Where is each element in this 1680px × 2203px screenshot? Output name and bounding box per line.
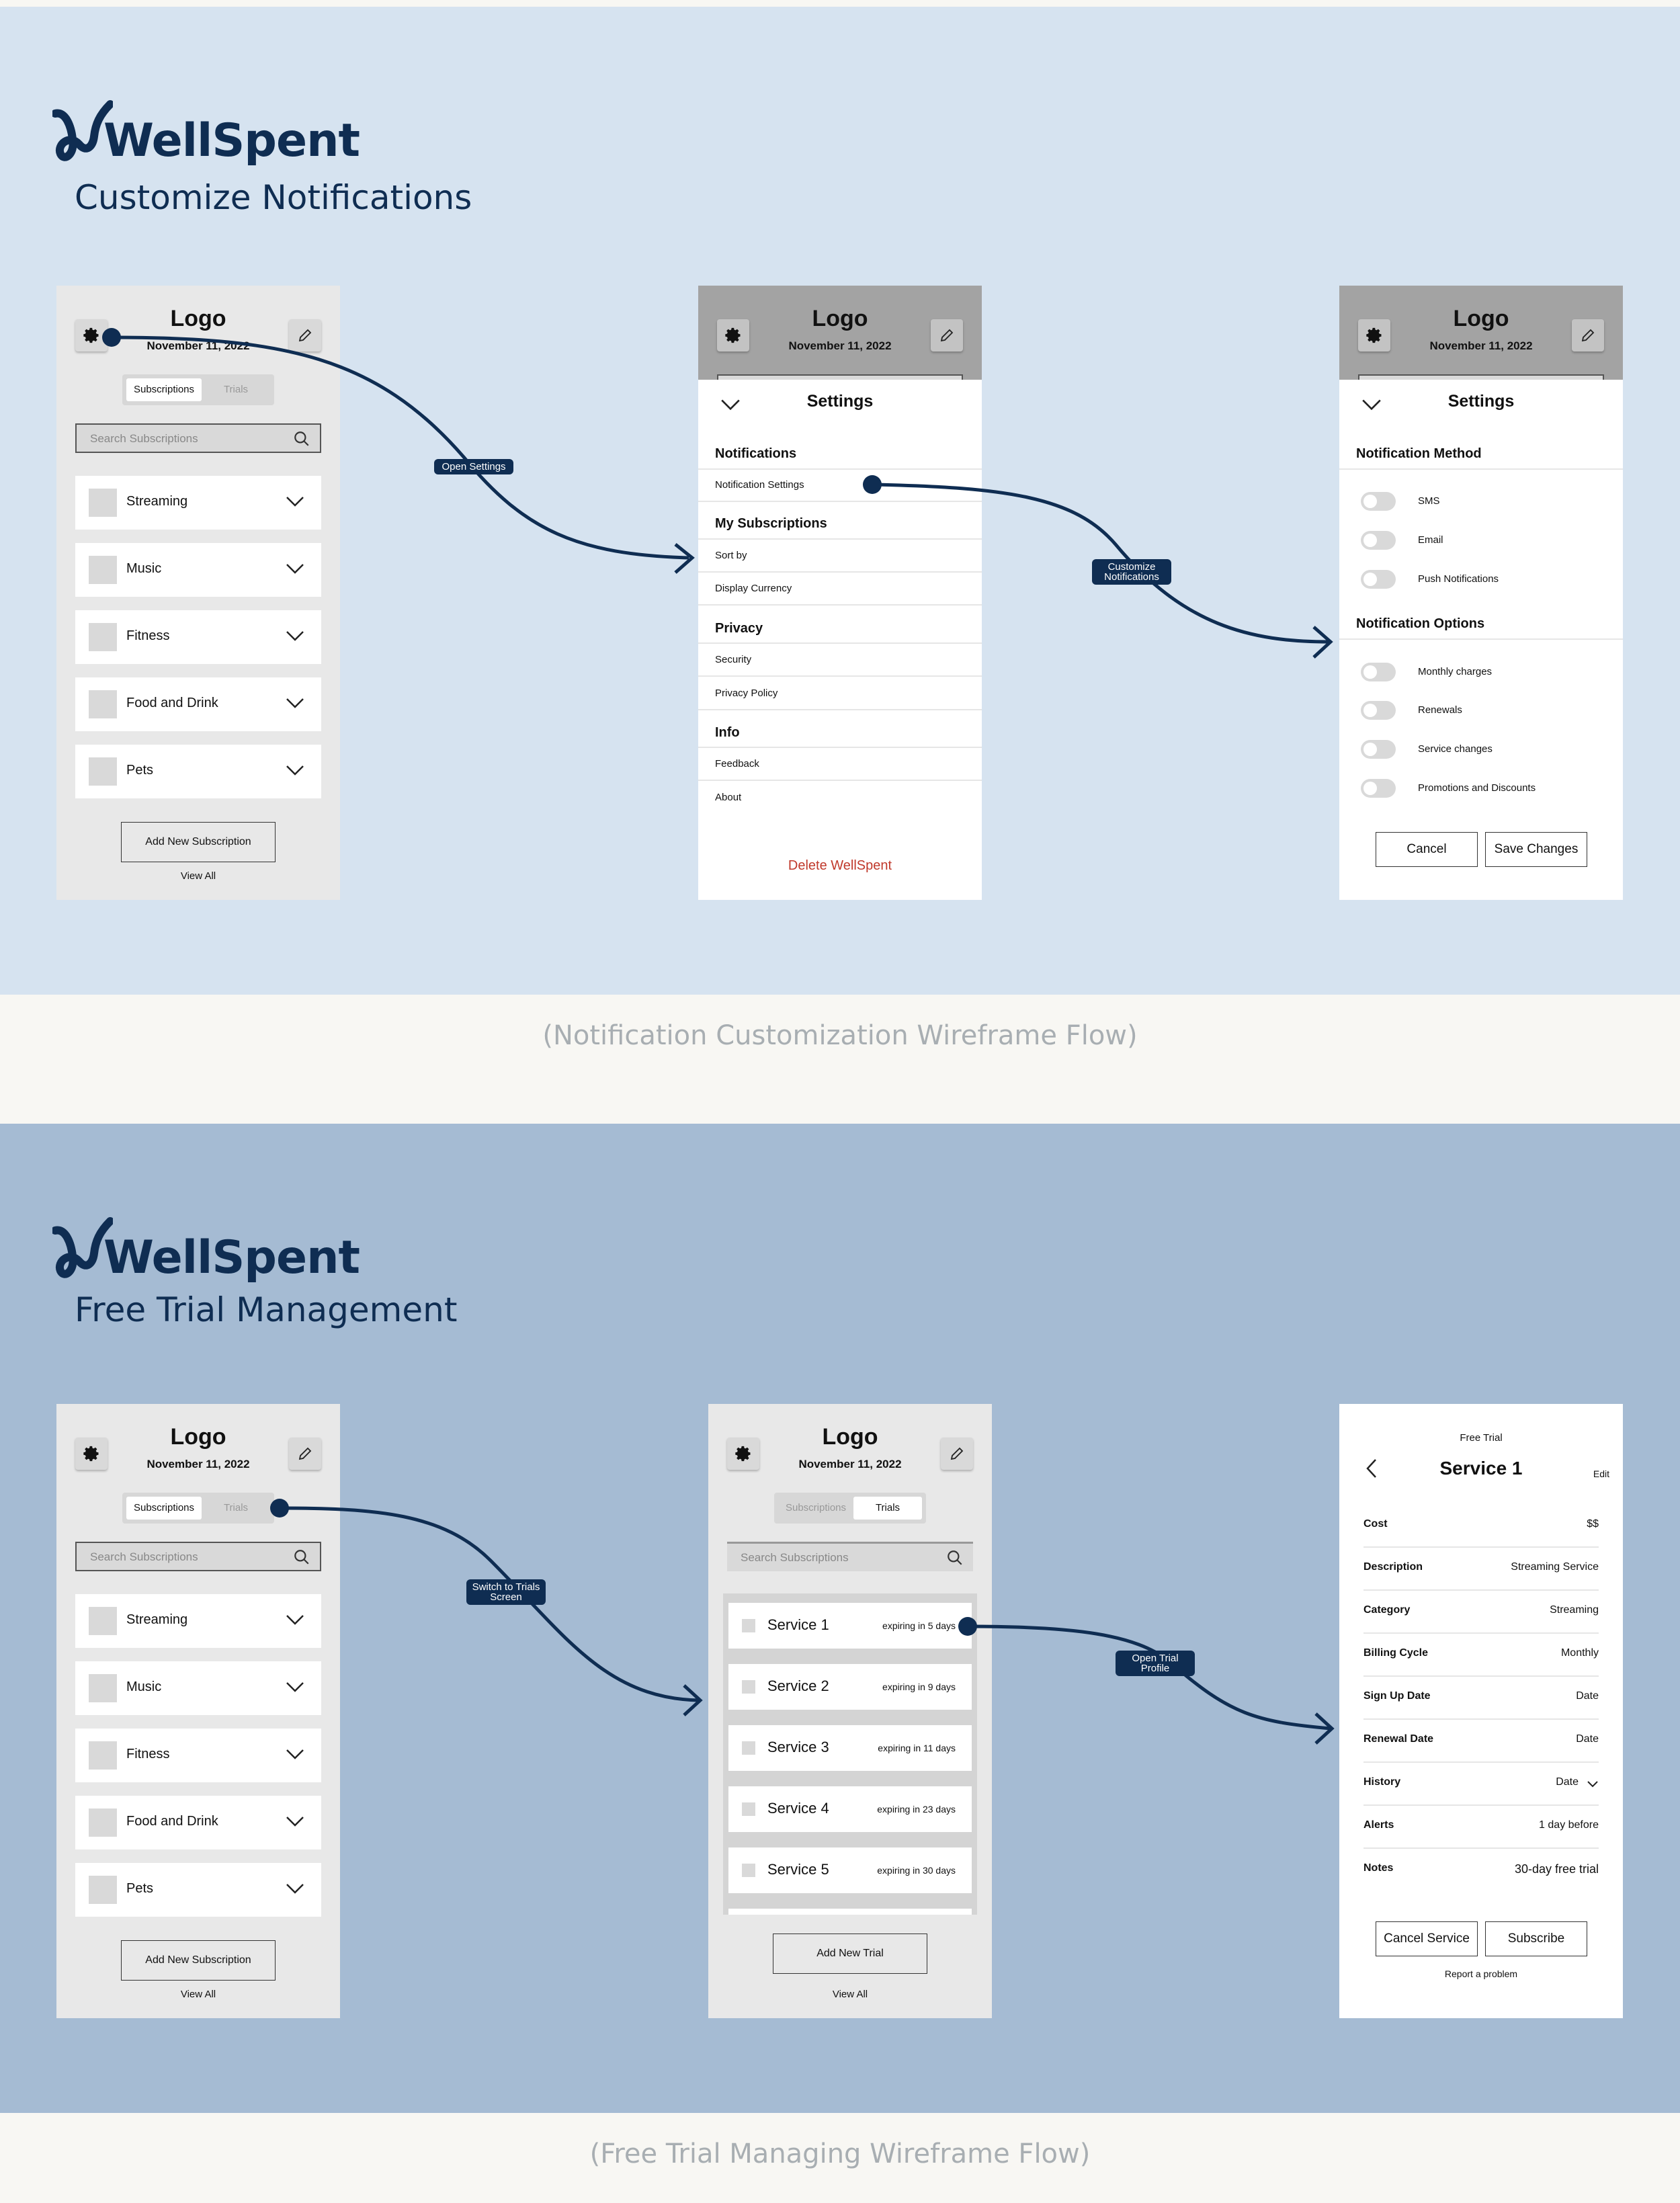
settings-item-display-currency[interactable]: Display Currency <box>715 583 792 594</box>
add-subscription-button[interactable]: Add New Subscription <box>121 822 276 862</box>
view-all-link[interactable]: View All <box>180 1989 216 2000</box>
search-placeholder: Search Subscriptions <box>90 432 198 445</box>
delete-account-button[interactable]: Delete WellSpent <box>788 858 892 873</box>
detail-row <box>1363 1634 1599 1677</box>
add-trial-button[interactable]: Add New Trial <box>773 1934 927 1974</box>
detail-key: Sign Up Date <box>1363 1690 1431 1702</box>
chevron-down-icon <box>285 1882 305 1895</box>
category-row[interactable] <box>75 1796 321 1849</box>
subscribe-button[interactable]: Subscribe <box>1485 1921 1587 1956</box>
trial-expiry: expiring in 9 days <box>882 1681 956 1692</box>
save-changes-button[interactable]: Save Changes <box>1485 832 1587 867</box>
search-icon <box>293 430 310 448</box>
category-thumbnail <box>89 556 117 584</box>
trial-item[interactable] <box>728 1664 972 1710</box>
trial-expiry: expiring in 11 days <box>878 1743 956 1753</box>
divider <box>698 675 982 677</box>
divider <box>698 780 982 781</box>
search-icon <box>293 1548 310 1566</box>
category-row[interactable] <box>75 1594 321 1648</box>
home-screen <box>56 1404 340 2018</box>
detail-value: Monthly <box>1560 1647 1599 1659</box>
app-logo-text: Logo <box>170 1424 226 1450</box>
current-date: November 11, 2022 <box>788 339 892 352</box>
detail-row <box>1363 1849 1599 1890</box>
section1-caption: (Notification Customization Wireframe Flow) <box>542 1020 1138 1051</box>
detail-row <box>1363 1806 1599 1849</box>
tab-subscriptions[interactable]: Subscriptions <box>785 1502 847 1513</box>
detail-key: Alerts <box>1363 1819 1394 1831</box>
detail-value: $$ <box>1587 1518 1599 1530</box>
toggle-label: Service changes <box>1418 743 1493 755</box>
toggle-label: Renewals <box>1418 704 1462 716</box>
chevron-down-icon <box>285 495 305 508</box>
flow-label-open-trial-profile: Open Trial Profile <box>1116 1651 1195 1676</box>
toggle-label: Monthly charges <box>1418 666 1493 677</box>
category-label: Pets <box>126 1881 154 1896</box>
detail-key: Cost <box>1363 1518 1388 1530</box>
section2-caption: (Free Trial Managing Wireframe Flow) <box>589 2138 1091 2169</box>
category-thumbnail <box>89 1876 117 1904</box>
trial-item[interactable] <box>728 1847 972 1893</box>
trial-checkbox[interactable] <box>742 1802 755 1816</box>
detail-key: Category <box>1363 1604 1411 1616</box>
section-header: Info <box>715 725 740 740</box>
notification-settings-sheet <box>1339 380 1623 900</box>
flow-label-customize-notifications: Customize Notifications <box>1092 559 1171 585</box>
detail-row <box>1363 1720 1599 1763</box>
trial-expiry: expiring in 23 days <box>877 1804 956 1815</box>
category-row[interactable] <box>75 677 321 731</box>
detail-row <box>1363 1505 1599 1548</box>
section-free-trial-management <box>0 1124 1680 2113</box>
subscriptions-trials-toggle <box>774 1493 926 1524</box>
trial-list <box>723 1593 977 1915</box>
trial-name: Service 1 <box>767 1616 829 1633</box>
divider <box>698 747 982 748</box>
partial-search-bar <box>1358 374 1604 380</box>
category-label: Pets <box>126 763 154 778</box>
settings-item-about[interactable]: About <box>715 792 742 803</box>
detail-value: Date <box>1576 1733 1599 1745</box>
detail-value: Streaming <box>1550 1604 1599 1616</box>
search-icon <box>946 1549 964 1567</box>
toggle-label: Push Notifications <box>1418 573 1499 585</box>
detail-key: Description <box>1363 1561 1423 1573</box>
category-label: Fitness <box>126 1747 170 1761</box>
divider <box>1339 638 1623 640</box>
brand-logo <box>52 1211 360 1284</box>
tab-trials[interactable]: Trials <box>223 384 249 395</box>
category-thumbnail <box>89 1607 117 1635</box>
partial-search-bar <box>717 374 963 380</box>
category-label: Streaming <box>126 1612 188 1627</box>
subscriptions-trials-toggle <box>122 374 274 405</box>
app-logo-text: Logo <box>822 1424 878 1450</box>
category-thumbnail <box>89 489 117 517</box>
category-label: Food and Drink <box>126 1814 218 1829</box>
settings-item-notification-settings[interactable]: Notification Settings <box>715 479 804 491</box>
settings-title: Settings <box>1447 392 1515 411</box>
category-thumbnail <box>89 1674 117 1702</box>
category-row[interactable] <box>75 1729 321 1782</box>
divider <box>698 538 982 540</box>
category-thumbnail <box>89 1809 117 1837</box>
settings-sheet <box>698 380 982 900</box>
chevron-down-icon <box>285 1613 305 1626</box>
section-header: Notifications <box>715 446 797 461</box>
trial-item[interactable] <box>728 1603 972 1649</box>
search-placeholder: Search Subscriptions <box>741 1551 849 1564</box>
detail-value: Date <box>1576 1690 1599 1702</box>
trial-item[interactable] <box>728 1725 972 1771</box>
section-header: Privacy <box>715 621 763 636</box>
detail-key: Billing Cycle <box>1363 1647 1429 1659</box>
trials-screen <box>708 1404 992 2018</box>
settings-title: Settings <box>806 392 874 411</box>
detail-title: Service 1 <box>1439 1458 1523 1479</box>
trial-checkbox[interactable] <box>742 1741 755 1755</box>
section-header: My Subscriptions <box>715 516 827 531</box>
trial-checkbox[interactable] <box>742 1864 755 1877</box>
trial-name: Service 2 <box>767 1677 829 1694</box>
divider <box>698 604 982 606</box>
trial-name: Service 3 <box>767 1739 829 1755</box>
brand-wordmark: WellSpent <box>103 114 360 167</box>
detail-value: Date <box>1556 1776 1579 1788</box>
trial-detail-screen <box>1339 1404 1623 2018</box>
divider <box>698 468 982 470</box>
category-label: Fitness <box>126 628 170 643</box>
search-input[interactable] <box>75 423 321 453</box>
monthly-charges-toggle[interactable] <box>1361 663 1396 681</box>
chevron-down-icon <box>285 1815 305 1828</box>
category-thumbnail <box>89 690 117 718</box>
detail-key: History <box>1363 1776 1401 1788</box>
tab-subscriptions[interactable]: Subscriptions <box>126 378 202 401</box>
chevron-down-icon <box>285 696 305 710</box>
divider <box>698 571 982 573</box>
trial-name: Service 5 <box>767 1861 829 1878</box>
toggle-label: Email <box>1418 534 1443 546</box>
page-title: Free Trial Management <box>75 1290 458 1329</box>
category-thumbnail <box>89 1741 117 1770</box>
trial-expiry: expiring in 30 days <box>877 1865 956 1876</box>
flow-label-switch-trials: Switch to Trials Screen <box>466 1579 546 1605</box>
category-label: Music <box>126 561 162 576</box>
page-title: Customize Notifications <box>75 178 472 217</box>
category-thumbnail <box>89 757 117 786</box>
app-logo-text: Logo <box>1453 306 1509 331</box>
chevron-down-icon[interactable] <box>1587 1780 1599 1788</box>
detail-value: Streaming Service <box>1511 1561 1599 1573</box>
promotions-toggle[interactable] <box>1361 779 1396 798</box>
trial-checkbox[interactable] <box>742 1680 755 1694</box>
subscriptions-trials-toggle <box>122 1493 274 1524</box>
dimmed-header <box>698 286 982 380</box>
detail-value: 1 day before <box>1539 1819 1599 1831</box>
category-row[interactable] <box>75 543 321 597</box>
category-thumbnail <box>89 623 117 651</box>
current-date: November 11, 2022 <box>146 1458 250 1470</box>
section-customize-notifications <box>0 7 1680 995</box>
brand-wordmark: WellSpent <box>103 1231 360 1284</box>
history-row[interactable] <box>1363 1763 1599 1806</box>
trial-item-partial <box>728 1909 972 1915</box>
chevron-down-icon <box>285 562 305 575</box>
trial-name: Service 4 <box>767 1800 829 1817</box>
divider <box>698 709 982 710</box>
detail-value: 30-day free trial <box>1514 1862 1599 1876</box>
section-header: Notification Method <box>1356 446 1482 461</box>
detail-overline: Free Trial <box>1460 1432 1503 1444</box>
email-toggle[interactable] <box>1361 531 1396 550</box>
trial-expiry: expiring in 5 days <box>882 1620 956 1631</box>
category-row[interactable] <box>75 476 321 530</box>
report-problem-link[interactable]: Report a problem <box>1444 1968 1518 1979</box>
detail-key: Notes <box>1363 1862 1394 1874</box>
current-date: November 11, 2022 <box>798 1458 902 1470</box>
dimmed-header <box>1339 286 1623 380</box>
brand-logo <box>52 94 360 167</box>
push-toggle[interactable] <box>1361 570 1396 589</box>
chevron-down-icon <box>285 763 305 777</box>
category-label: Food and Drink <box>126 696 218 710</box>
service-changes-toggle[interactable] <box>1361 740 1396 759</box>
home-screen <box>56 286 340 900</box>
category-row[interactable] <box>75 745 321 798</box>
divider <box>1339 468 1623 470</box>
cancel-button[interactable]: Cancel <box>1376 832 1478 867</box>
trial-checkbox[interactable] <box>742 1619 755 1632</box>
category-row[interactable] <box>75 1863 321 1917</box>
tab-subscriptions[interactable]: Subscriptions <box>126 1497 202 1520</box>
toggle-label: Promotions and Discounts <box>1418 782 1536 794</box>
cancel-service-button[interactable]: Cancel Service <box>1376 1921 1478 1956</box>
detail-row <box>1363 1548 1599 1591</box>
chevron-down-icon <box>285 1747 305 1761</box>
edit-link[interactable]: Edit <box>1593 1468 1609 1479</box>
view-all-link[interactable]: View All <box>180 870 216 882</box>
divider <box>698 642 982 644</box>
notification-settings-screen <box>1339 286 1623 900</box>
tab-trials[interactable]: Trials <box>223 1502 249 1513</box>
settings-item-sort-by[interactable]: Sort by <box>715 550 747 561</box>
divider <box>698 501 982 502</box>
app-logo-text: Logo <box>170 306 226 331</box>
settings-item-privacy-policy[interactable]: Privacy Policy <box>715 688 778 699</box>
detail-row <box>1363 1591 1599 1634</box>
toggle-label: SMS <box>1418 495 1440 507</box>
add-subscription-button[interactable]: Add New Subscription <box>121 1940 276 1981</box>
current-date: November 11, 2022 <box>146 339 250 352</box>
search-placeholder: Search Subscriptions <box>90 1550 198 1563</box>
search-input[interactable] <box>727 1542 973 1571</box>
app-logo-text: Logo <box>812 306 868 331</box>
section-header: Notification Options <box>1356 616 1485 631</box>
settings-screen <box>698 286 982 900</box>
category-row[interactable] <box>75 610 321 664</box>
view-all-link[interactable]: View All <box>832 1989 868 2000</box>
detail-row <box>1363 1677 1599 1720</box>
detail-key: Renewal Date <box>1363 1733 1434 1745</box>
settings-item-feedback[interactable]: Feedback <box>715 758 759 770</box>
tab-trials[interactable]: Trials <box>853 1497 922 1520</box>
trial-item[interactable] <box>728 1786 972 1832</box>
category-label: Music <box>126 1679 162 1694</box>
chevron-down-icon <box>285 1680 305 1694</box>
category-row[interactable] <box>75 1661 321 1715</box>
search-input[interactable] <box>75 1542 321 1571</box>
renewals-toggle[interactable] <box>1361 701 1396 720</box>
chevron-down-icon <box>285 629 305 642</box>
sms-toggle[interactable] <box>1361 492 1396 511</box>
current-date: November 11, 2022 <box>1429 339 1533 352</box>
category-label: Streaming <box>126 494 188 509</box>
flow-label-open-settings: Open Settings <box>434 459 513 474</box>
settings-item-security[interactable]: Security <box>715 654 752 665</box>
